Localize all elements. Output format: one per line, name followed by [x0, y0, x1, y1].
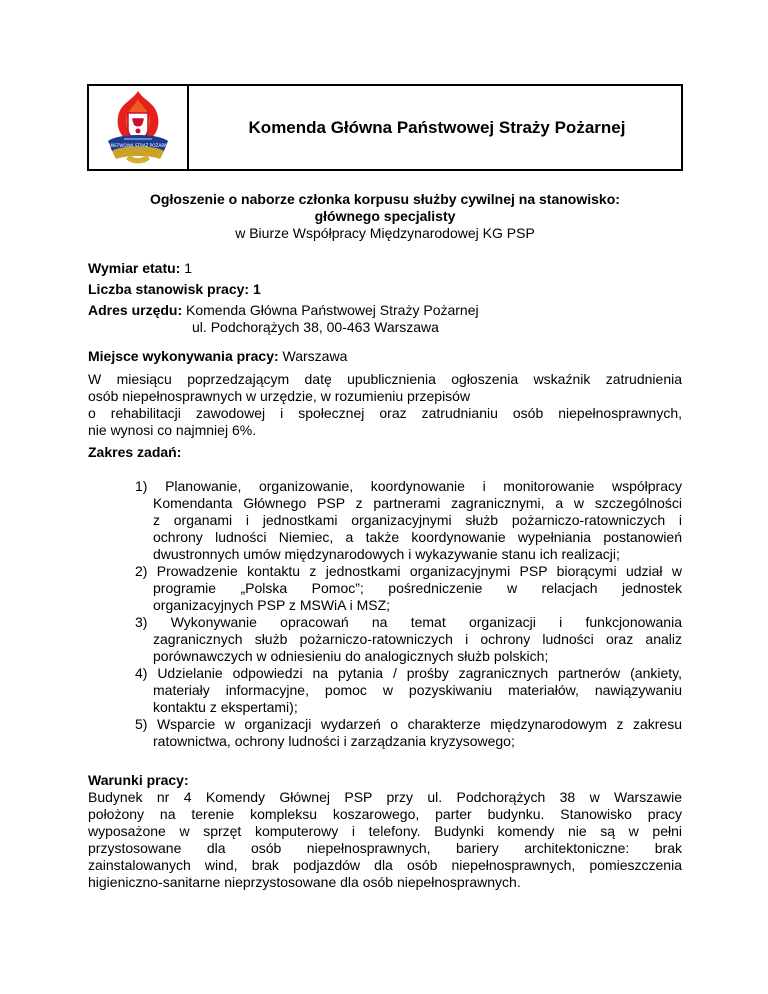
logo-text: PAŃSTWOWA STRAŻ POŻARNA [105, 142, 171, 148]
task-line: kontaktu z ekspertami); [153, 699, 298, 715]
stanowiska-row [88, 281, 682, 298]
conditions-line: wyposażone w sprzęt komputerowy i telefony. Budynki komendy nie są w pełni [88, 823, 682, 839]
task-line: 3) Wykonywanie opracowań na temat organizacji i funkcjonowania [135, 614, 682, 630]
disability-line-4: nie wynosi co najmniej 6%. [88, 422, 257, 438]
task-item [136, 478, 682, 563]
task-line: 4) Udzielanie odpowiedzi na pytania / prośby zagranicznych partnerów (ankiety, [135, 665, 682, 681]
conditions-line: położony na terenie kompleksu koszarowego, parter budynku. Stanowisko pracy [88, 806, 682, 822]
task-line: ratownictwa, ochrony ludności i zarządzania kryzysowego; [153, 733, 515, 749]
disability-line-2: osób niepełnosprawnych w urzędzie, w rozumieniu przepisów [88, 388, 471, 404]
adres-line-2: ul. Podchorążych 38, 00-463 Warszawa [192, 319, 439, 335]
task-item [136, 614, 682, 665]
adres-label: Adres urzędu: [88, 302, 187, 318]
announcement-block [87, 191, 683, 242]
task-line: 2) Prowadzenie kontaktu z jednostkami organizacyjnymi PSP biorącymi udział w [135, 563, 682, 579]
etat-row [88, 260, 682, 277]
psp-emblem-logo [100, 89, 176, 167]
adres-row [88, 302, 682, 336]
disability-line-3: o rehabilitacji zawodowej i społecznej oraz zatrudnianiu osób niepełnosprawnych, [88, 405, 682, 421]
conditions-line: higieniczno-sanitarne nieprzystosowane dla osób niepełnosprawnych. [88, 874, 521, 890]
details-section [88, 260, 682, 750]
task-line: Komendanta Głównego PSP z partnerami zagranicznymi, a w szczególności [153, 495, 682, 511]
task-line: z organami i jednostkami organizacyjnymi służb pożarniczo-ratowniczych i [153, 512, 682, 528]
announcement-position: głównego specjalisty [314, 208, 456, 224]
adres-value [186, 302, 479, 336]
task-line: dwustronnych umów międzynarodowych i wykazywanie stanu ich realizacji; [153, 546, 620, 562]
task-item [136, 716, 682, 750]
conditions-line: Budynek nr 4 Komendy Głównej PSP przy ul. Podchorążych 38 w Warszawie [88, 789, 682, 805]
task-line: ochrony ludności Niemiec, a także koordynowanie wypełniania postanowień [153, 529, 682, 545]
conditions-heading: Warunki pracy: [88, 772, 189, 788]
tasks-heading: Zakres zadań: [88, 444, 182, 460]
miejsce-label: Miejsce wykonywania pracy: [88, 348, 279, 364]
tasks-list [88, 478, 682, 750]
disability-line-1: W miesiącu poprzedzającym datę upublicznienia ogłoszenia wskaźnik zatrudnienia [88, 371, 682, 387]
miejsce-value: Warszawa [278, 348, 348, 364]
conditions-section [88, 772, 682, 891]
etat-value: 1 [180, 260, 193, 276]
task-line: organizacyjnych PSP z MSWiA i MSZ; [153, 597, 391, 613]
etat-label: Wymiar etatu: [88, 260, 181, 276]
task-item [136, 665, 682, 716]
task-line: zagranicznych służb pożarniczo-ratowniczych i ochrony ludności oraz analiz [153, 631, 682, 647]
conditions-line: przystosowane dla osób niepełnosprawnych, bariery architektoniczne: brak [88, 840, 682, 856]
announcement-department: w Biurze Współpracy Międzynarodowej KG PSP [235, 225, 535, 241]
header-box [87, 84, 683, 171]
task-line: materiały informacyjne, pomoc w pozyskiwaniu materiałów, nawiązywaniu [153, 682, 682, 698]
task-line: programie „Polska Pomoc”; pośredniczenie w relacjach jednostek [153, 580, 682, 596]
header-title: Komenda Główna Państwowej Straży Pożarnej [248, 118, 626, 137]
disability-note [88, 371, 682, 439]
task-line: 1) Planowanie, organizowanie, koordynowanie i monitorowanie współpracy [135, 478, 682, 494]
miejsce-row [88, 348, 682, 365]
stanowiska-label: Liczba stanowisk pracy: 1 [88, 281, 261, 297]
conditions-line: zainstalowanych wind, brak podjazdów dla osób niepełnosprawnych, pomieszczenia [88, 857, 682, 873]
task-line: 5) Wsparcie w organizacji wydarzeń o charakterze międzynarodowym z zakresu [135, 716, 682, 732]
adres-line-1: Komenda Główna Państwowej Straży Pożarnej [186, 302, 479, 318]
task-item [136, 563, 682, 614]
announcement-line-1: Ogłoszenie o naborze członka korpusu służby cywilnej na stanowisko: [150, 191, 620, 207]
logo-cell [89, 86, 189, 169]
task-line: porównawczych w odniesieniu do analogicznych służb polskich; [153, 648, 549, 664]
